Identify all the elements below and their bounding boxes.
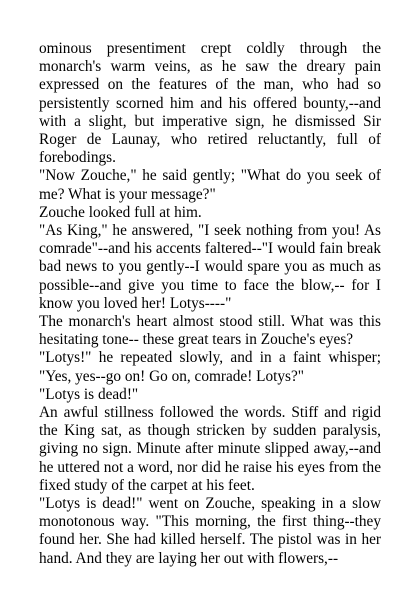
book-page-text xyxy=(39,40,381,568)
paragraph: The monarch's heart almost stood still. What was this hesitating tone-- these great tears in Zouche's eyes? xyxy=(39,313,381,349)
paragraph: "Now Zouche," he said gently; "What do you seek of me? What is your message?" xyxy=(39,167,381,203)
paragraph: Zouche looked full at him. xyxy=(39,203,202,221)
paragraph: "As King," he answered, "I seek nothing from you! As comrade"--and his accents faltered--"I would fain break bad news to you gently--I would spare you as much as possible--and give you time to face the blow,-- for I know you loved her! Lotys----" xyxy=(39,222,381,312)
paragraph: "Lotys!" he repeated slowly, and in a faint whisper; "Yes, yes--go on! Go on, comrade! Lotys?" xyxy=(39,349,381,385)
paragraph: An awful stillness followed the words. Stiff and rigid the King sat, as though stricken by sudden paralysis, giving no sign. Minute after minute slipped away,--and he uttered not a word, nor did he raise his eyes from the fixed study of the carpet at his feet. xyxy=(39,404,381,494)
paragraph: "Lotys is dead!" went on Zouche, speaking in a slow monotonous way. "This morning, the first thing--they found her. She had killed herself. The pistol was in her hand. And they are laying her out with flowers,-- xyxy=(39,495,381,567)
paragraph: ominous presentiment crept coldly through the monarch's warm veins, as he saw the dreary pain expressed on the features of the man, who had so persistently scorned him and his offered bounty,--and with a slight, but imperative sign, he dismissed Sir Roger de Launay, who retired reluctantly, full of forebodings. xyxy=(39,40,381,167)
paragraph: "Lotys is dead!" xyxy=(39,385,139,403)
